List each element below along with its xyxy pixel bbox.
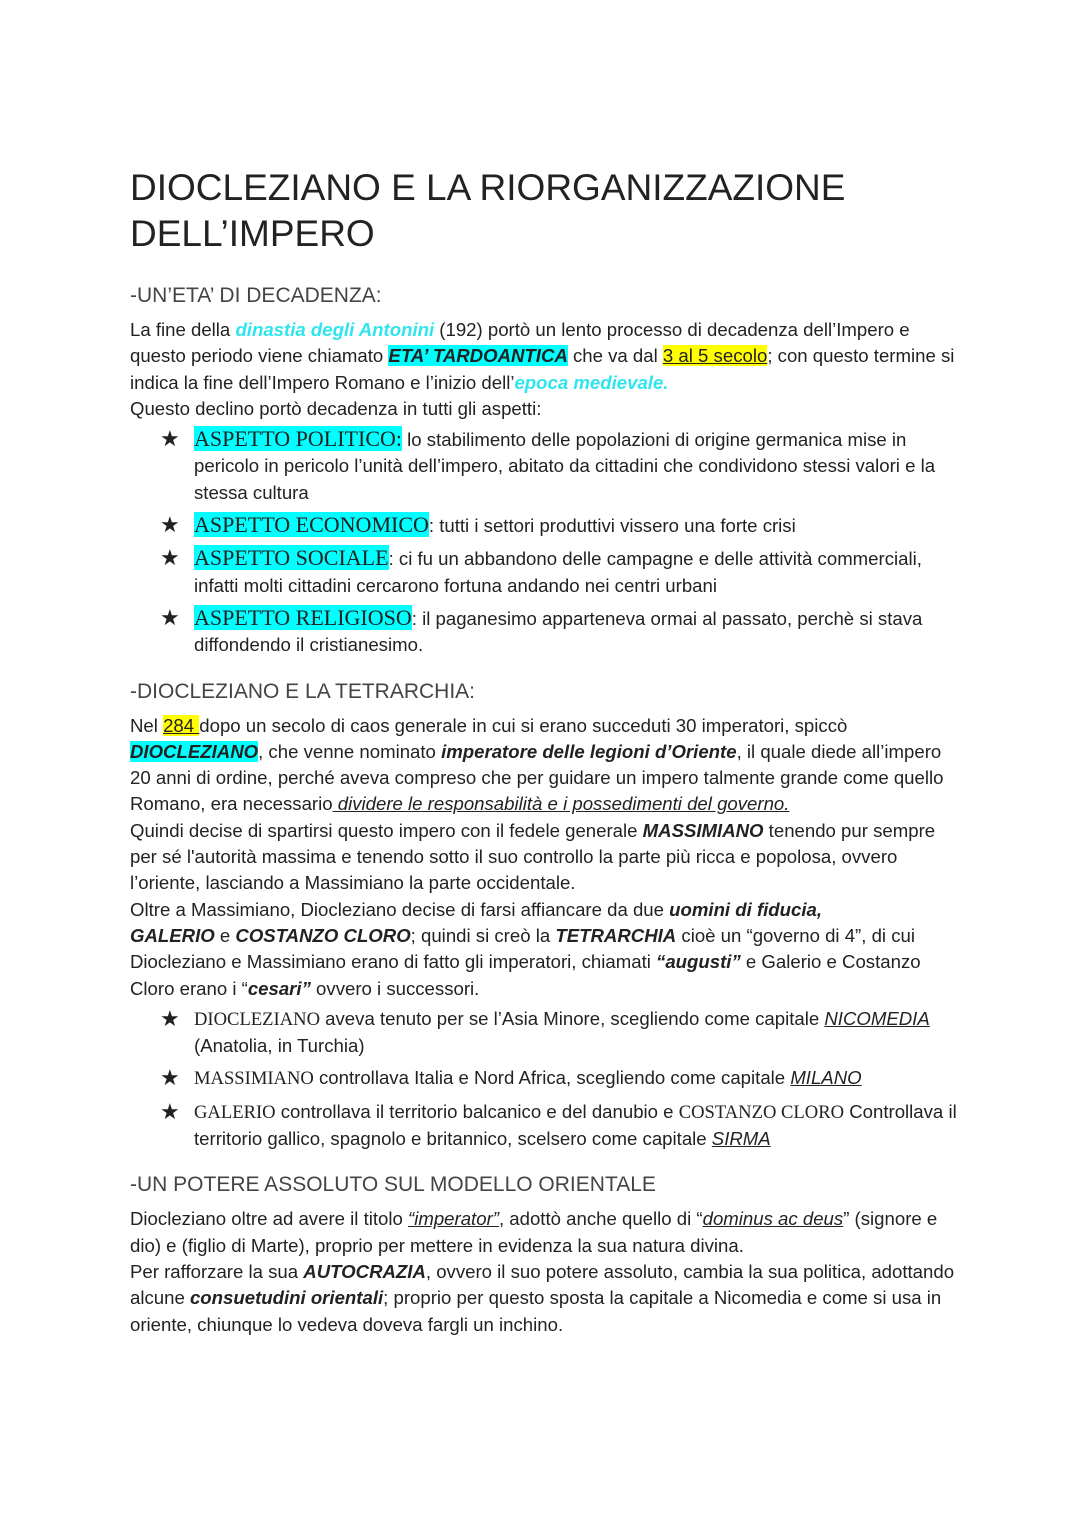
text: Diocleziano oltre ad avere il titolo (130, 1208, 409, 1230)
keyword-epoca-medievale: epoca medievale. (514, 371, 669, 393)
text: (192) portò un lento processo di decadenza dell’Impero e questo periodo viene chiamato (130, 319, 910, 367)
keyword-galerio: GALERIO (130, 924, 215, 946)
text: dopo un secolo di caos generale in cui si erano succeduti 30 imperatori, spiccò (199, 714, 848, 736)
title-line-1: DIOCLEZIANO E LA RIORGANIZZAZIONE (130, 167, 846, 208)
section-heading-decadenza: -UN’ETA’ DI DECADENZA: (130, 284, 382, 307)
text: , il quale diede all’impero 20 anni di ordine, perché aveva compreso che per guidare un impero talmente grande come quello Romano, era necessario (130, 740, 944, 815)
star-icon: ★ (160, 604, 180, 630)
list-item (160, 426, 960, 506)
text: tenendo pur sempre per sé l'autorità massima e tenendo sotto il suo controllo la parte più ricca e popolosa, ovvero l’oriente, lasciando a Massimiano la parte occidentale. (130, 819, 936, 894)
list-item (160, 512, 960, 539)
keyword-costanzo: COSTANZO CLORO (235, 924, 411, 946)
section-heading-tetrarchia: -DIOCLEZIANO E LA TETRARCHIA: (130, 679, 476, 703)
star-icon: ★ (160, 1005, 180, 1031)
aspect-label: ASPETTO POLITICO: (194, 426, 402, 452)
text: La fine della (130, 319, 236, 340)
ruler-name: DIOCLEZIANO (194, 1008, 320, 1030)
list-item (160, 604, 960, 659)
page-title (130, 165, 960, 257)
aspect-text: lo stabilimento delle popolazioni di origine germanica mise in pericolo in pericolo l’unità dell’impero, abitato da cittadini che condividono stessi valori e la stessa cultura (194, 429, 936, 503)
keyword-tetrarchia: TETRARCHIA (555, 924, 677, 946)
section-potere-assoluto (130, 1172, 960, 1337)
capital-name: NICOMEDIA (824, 1007, 930, 1029)
section-tetrarchia (130, 679, 960, 1153)
keyword-eta-tardoantica: ETA’ TARDOANTICA (388, 345, 568, 367)
list-item (160, 545, 960, 599)
text: ; proprio per questo sposta la capitale a Nicomedia e come si usa in oriente, chiunque lo vedeva doveva fargli un inchino. (130, 1287, 942, 1335)
text: , adottò anche quello di “ (498, 1208, 703, 1230)
star-icon: ★ (160, 1065, 180, 1091)
keyword-cesari: cesari” (247, 977, 311, 999)
aspect-text: : tutti i settori produttivi vissero una forte crisi (428, 515, 796, 537)
text: ; con questo termine si indica la fine dell’Impero Romano e l’inizio dell’ (130, 345, 955, 393)
text: , che venne nominato (258, 740, 442, 762)
list-item (160, 1098, 960, 1153)
keyword-uomini-fiducia: uomini di fiducia, (669, 898, 823, 920)
document-page (130, 165, 960, 1358)
paragraph-declino: Questo declino portò decadenza in tutti gli aspetti: (130, 397, 542, 419)
keyword-year: 284 (163, 714, 200, 736)
paragraph-autocrazia (130, 1259, 960, 1338)
text: e (214, 924, 236, 946)
list-item (160, 1065, 960, 1092)
capital-name: SIRMA (711, 1128, 771, 1150)
aspect-label: ASPETTO ECONOMICO (194, 512, 429, 538)
text: (Anatolia, in Turchia) (194, 1035, 365, 1057)
text: controllava Italia e Nord Africa, scegliendo come capitale (313, 1067, 791, 1089)
star-icon: ★ (160, 426, 180, 452)
section-heading-potere: -UN POTERE ASSOLUTO SUL MODELLO ORIENTALE (130, 1173, 656, 1197)
text: Per rafforzare la sua (130, 1260, 304, 1282)
keyword-diocleziano: DIOCLEZIANO (130, 740, 259, 762)
keyword-autocrazia: AUTOCRAZIA (303, 1260, 426, 1282)
paragraph-diocleziano (130, 713, 960, 818)
ruler-name: MASSIMIANO (194, 1068, 314, 1090)
keyword-dividere: dividere le responsabilità e i possedimenti del governo. (332, 793, 790, 815)
text: controllava il territorio balcanico e del danubio e (275, 1100, 679, 1122)
star-icon: ★ (160, 545, 180, 571)
aspect-label: ASPETTO SOCIALE (194, 545, 389, 571)
text: Quindi decise di spartirsi questo impero con il fedele generale (130, 819, 643, 841)
text: che va dal (567, 345, 663, 367)
text: e Galerio e Costanzo Cloro erano i “ (130, 951, 921, 999)
text: , ovvero il suo potere assoluto, cambia la sua politica, adottando alcune (130, 1260, 955, 1309)
text: Nel (130, 714, 164, 736)
paragraph-titolo (130, 1206, 960, 1259)
section-decadenza (130, 283, 960, 659)
text: aveva tenuto per se l’Asia Minore, scegliendo come capitale (320, 1007, 825, 1029)
capital-name: MILANO (790, 1067, 862, 1089)
paragraph-intro (130, 317, 960, 396)
keyword-imperatore: imperatore delle legioni d’Oriente (441, 740, 737, 762)
text: Controllava il territorio gallico, spagnolo e britannico, scelsero come capitale (194, 1100, 957, 1150)
paragraph-tetrarchia (130, 897, 960, 1002)
aspect-label: ASPETTO RELIGIOSO (194, 604, 412, 630)
text: ovvero i successori. (310, 977, 480, 999)
text: ; quindi si creò la (410, 924, 556, 946)
keyword-massimiano: MASSIMIANO (642, 819, 764, 841)
keyword-augusti: “augusti” (656, 951, 741, 973)
capitali-list (130, 1006, 960, 1152)
aspect-text: : il paganesimo apparteneva ormai al passato, perchè si stava diffondendo il cristianesimo. (194, 607, 923, 656)
title-line-2: DELL’IMPERO (130, 213, 375, 254)
text: ” (signore e dio) e (figlio di Marte), proprio per mettere in evidenza la sua natura divina. (130, 1208, 938, 1256)
list-item (160, 1005, 960, 1060)
star-icon: ★ (160, 512, 180, 538)
keyword-consuetudini: consuetudini orientali (189, 1287, 384, 1309)
keyword-dinastia: dinastia degli Antonini (235, 319, 435, 340)
text: Oltre a Massimiano, Diocleziano decise di farsi affiancare da due (130, 898, 670, 920)
text: cioè un “governo di 4”, di cui Diocleziano e Massimiano erano di fatto gli imperatori, chiamati (130, 924, 915, 973)
keyword-imperator: “imperator” (408, 1208, 499, 1230)
aspect-text: : ci fu un abbandono delle campagne e delle attività commerciali, infatti molti cittadini cercarono fortuna andando nei centri urbani (194, 548, 922, 596)
aspetti-list (130, 426, 960, 658)
ruler-name: COSTANZO CLORO (678, 1101, 845, 1123)
ruler-name: GALERIO (194, 1101, 276, 1123)
keyword-dominus: dominus ac deus (702, 1208, 844, 1230)
paragraph-massimiano (130, 818, 960, 897)
star-icon: ★ (160, 1098, 180, 1124)
keyword-secolo: 3 al 5 secolo (662, 345, 768, 367)
